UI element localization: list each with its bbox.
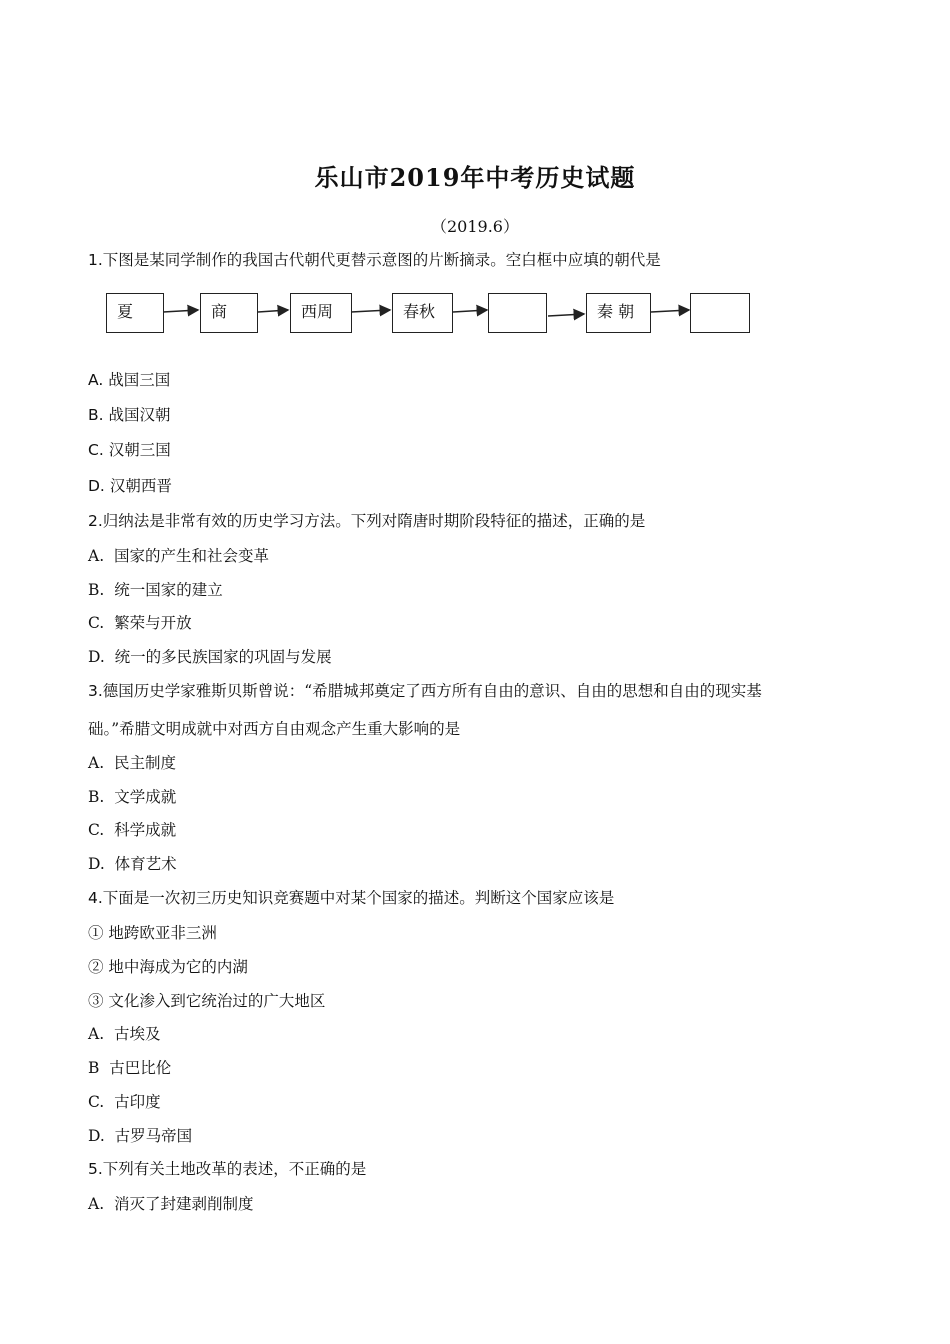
arrow-4 — [453, 310, 487, 312]
option-c: C. 古印度 — [88, 1093, 161, 1111]
option-d: D. 统一的多民族国家的巩固与发展 — [88, 648, 332, 666]
box-blank-2 — [690, 293, 750, 333]
question-stem: 下列有关土地改革的表述，不正确的是 — [102, 1160, 367, 1178]
clue-2: ② 地中海成为它的内湖 — [88, 958, 248, 976]
box-shang: 商 — [200, 293, 258, 333]
option-a: A. 消灭了封建剥削制度 — [88, 1195, 254, 1213]
box-western-zhou: 西周 — [290, 293, 352, 333]
clue-3: ③ 文化渗入到它统治过的广大地区 — [88, 992, 326, 1010]
arrow-1 — [163, 310, 198, 312]
dynasty-diagram — [100, 286, 760, 342]
option-a: A. 战国三国 — [88, 371, 171, 389]
arrow-5 — [548, 314, 584, 316]
question-5 — [88, 1159, 366, 1179]
question-number: 2. — [88, 512, 103, 530]
option-d: D. 体育艺术 — [88, 855, 177, 873]
question-stem-line-1: 德国历史学家雅斯贝斯曾说：“希腊城邦奠定了西方所有自由的意识、自由的思想和自由的现实基 — [102, 682, 762, 700]
arrow-2 — [258, 310, 288, 312]
exam-date: （2019.6） — [431, 217, 519, 236]
question-number: 5. — [88, 1160, 103, 1178]
box-blank-1 — [488, 293, 547, 333]
question-number: 1. — [88, 251, 103, 269]
question-3 — [88, 681, 762, 701]
option-d: D. 汉朝西晋 — [88, 477, 172, 495]
question-number: 4. — [88, 889, 103, 907]
box-spring-autumn: 春秋 — [392, 293, 453, 333]
option-b: B. 战国汉朝 — [88, 406, 171, 424]
question-stem: 下图是某同学制作的我国古代朝代更替示意图的片断摘录。空白框中应填的朝代是 — [102, 251, 661, 269]
question-1 — [88, 250, 661, 270]
option-c: C. 汉朝三国 — [88, 441, 171, 459]
option-b: B 古巴比伦 — [88, 1059, 172, 1077]
option-c: C. 科学成就 — [88, 821, 177, 839]
box-qin: 秦 朝 — [586, 293, 651, 333]
question-2 — [88, 511, 645, 531]
question-3-line-2: 础。”希腊文明成就中对西方自由观念产生重大影响的是 — [88, 720, 461, 738]
arrow-6 — [651, 310, 689, 312]
arrow-3 — [351, 310, 390, 312]
question-stem: 归纳法是非常有效的历史学习方法。下列对隋唐时期阶段特征的描述，正确的是 — [102, 512, 646, 530]
option-a: A. 民主制度 — [88, 754, 176, 772]
question-stem: 下面是一次初三历史知识竞赛题中对某个国家的描述。判断这个国家应该是 — [102, 889, 615, 907]
option-a: A. 国家的产生和社会变革 — [88, 547, 269, 565]
option-b: B. 统一国家的建立 — [88, 581, 223, 599]
option-b: B. 文学成就 — [88, 788, 177, 806]
option-c: C. 繁荣与开放 — [88, 614, 192, 632]
option-a: A. 古埃及 — [88, 1025, 161, 1043]
page-title: 乐山市2019年中考历史试题 — [314, 163, 636, 192]
option-d: D. 古罗马帝国 — [88, 1127, 193, 1145]
question-number: 3. — [88, 682, 103, 700]
box-xia: 夏 — [106, 293, 164, 333]
clue-1: ① 地跨欧亚非三洲 — [88, 924, 217, 942]
question-4 — [88, 888, 614, 908]
